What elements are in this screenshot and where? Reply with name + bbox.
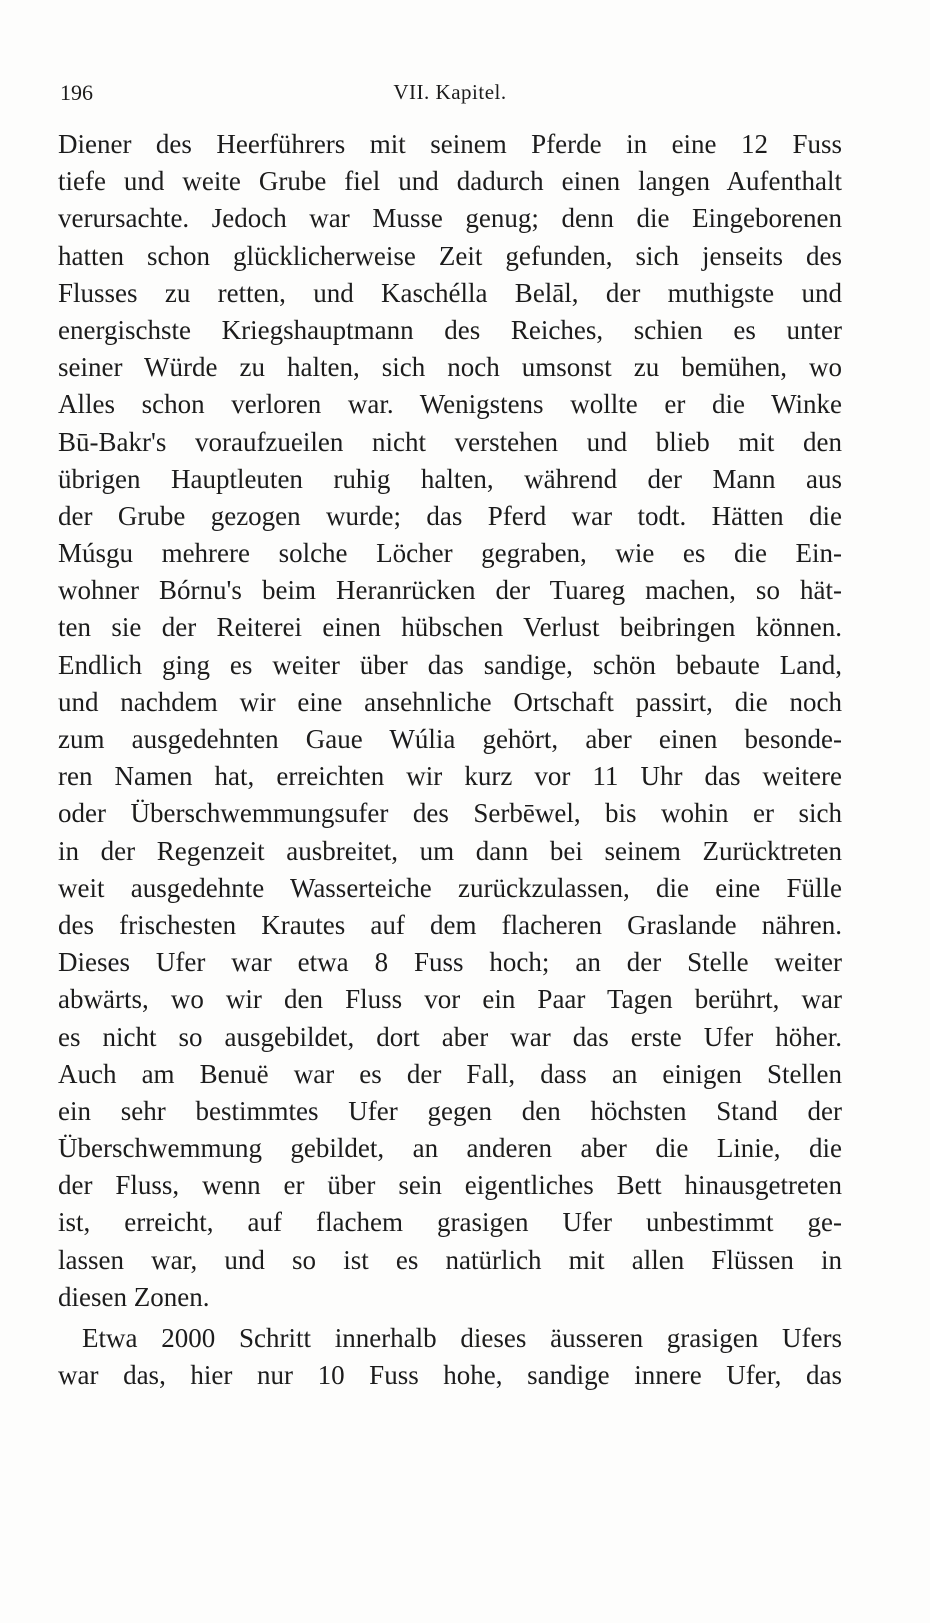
text-line: Bū-Bakr's voraufzueilen nicht verstehen und blieb mit den	[58, 426, 842, 457]
text-line: Diener des Heerführers mit seinem Pferde in eine 12 Fuss	[58, 129, 842, 159]
text-line: Auch am Benuë war es der Fall, dass an einigen Stellen	[58, 1058, 842, 1089]
text-line: Etwa 2000 Schritt innerhalb dieses äusseren grasigen Ufers	[82, 1323, 842, 1353]
paragraph-1	[58, 126, 842, 1316]
text-line: diesen Zonen.	[58, 1281, 210, 1312]
text-line: oder Überschwemmungsufer des Serbēwel, bis wohin er sich	[58, 798, 842, 829]
text-line: übrigen Hauptleuten ruhig halten, während der Mann aus	[58, 463, 842, 494]
text-line: wohner Bórnu's beim Heranrücken der Tuareg machen, so hät-	[58, 575, 842, 606]
text-line: zum ausgedehnten Gaue Wúlia gehört, aber einen besonde-	[58, 724, 842, 754]
text-line: Endlich ging es weiter über das sandige, schön bebaute Land,	[58, 649, 842, 680]
text-line: war das, hier nur 10 Fuss hohe, sandige innere Ufer, das	[58, 1360, 842, 1391]
text-line: und nachdem wir eine ansehnliche Ortschaft passirt, die noch	[58, 686, 842, 717]
running-head: VII. Kapitel.	[393, 80, 507, 104]
text-line: des frischesten Krautes auf dem flacheren Graslande nähren.	[58, 909, 842, 940]
text-line: hatten schon glücklicherweise Zeit gefunden, sich jenseits des	[58, 240, 842, 271]
text-line: Músgu mehrere solche Löcher gegraben, wie es die Ein-	[58, 538, 842, 569]
text-line: tiefe und weite Grube fiel und dadurch einen langen Aufenthalt	[58, 166, 842, 197]
text-line: ist, erreicht, auf flachem grasigen Ufer unbestimmt ge-	[58, 1207, 842, 1238]
text-line: der Fluss, wenn er über sein eigentliches Bett hinausgetreten	[58, 1170, 842, 1201]
body-text	[58, 126, 842, 1394]
text-line: energischste Kriegshauptmann des Reiches, schien es unter	[58, 314, 842, 345]
text-line: Dieses Ufer war etwa 8 Fuss hoch; an der Stelle weiter	[58, 947, 842, 978]
text-line: in der Regenzeit ausbreitet, um dann bei seinem Zurücktreten	[58, 835, 842, 866]
text-line: ren Namen hat, erreichten wir kurz vor 11 Uhr das weitere	[58, 761, 842, 792]
text-line: seiner Würde zu halten, sich noch umsonst zu bemühen, wo	[58, 352, 842, 383]
text-line: der Grube gezogen wurde; das Pferd war todt. Hätten die	[58, 500, 842, 531]
text-line: verursachte. Jedoch war Musse genug; denn die Eingeborenen	[58, 203, 842, 234]
text-line: lassen war, und so ist es natürlich mit allen Flüssen in	[58, 1244, 842, 1275]
text-line: Flusses zu retten, und Kaschélla Belāl, der muthigste und	[58, 277, 842, 308]
page-number: 196	[60, 80, 93, 105]
text-line: es nicht so ausgebildet, dort aber war das erste Ufer höher.	[58, 1021, 842, 1052]
text-line: Überschwemmung gebildet, an anderen aber die Linie, die	[58, 1133, 842, 1164]
text-line: ein sehr bestimmtes Ufer gegen den höchsten Stand der	[58, 1095, 842, 1126]
page-header	[60, 80, 840, 110]
text-line: ten sie der Reiterei einen hübschen Verlust beibringen können.	[58, 612, 842, 643]
paragraph-2	[58, 1320, 842, 1394]
text-line: abwärts, wo wir den Fluss vor ein Paar Tagen berührt, war	[58, 984, 842, 1015]
text-line: weit ausgedehnte Wasserteiche zurückzulassen, die eine Fülle	[58, 872, 842, 903]
text-line: Alles schon verloren war. Wenigstens wollte er die Winke	[58, 389, 842, 420]
